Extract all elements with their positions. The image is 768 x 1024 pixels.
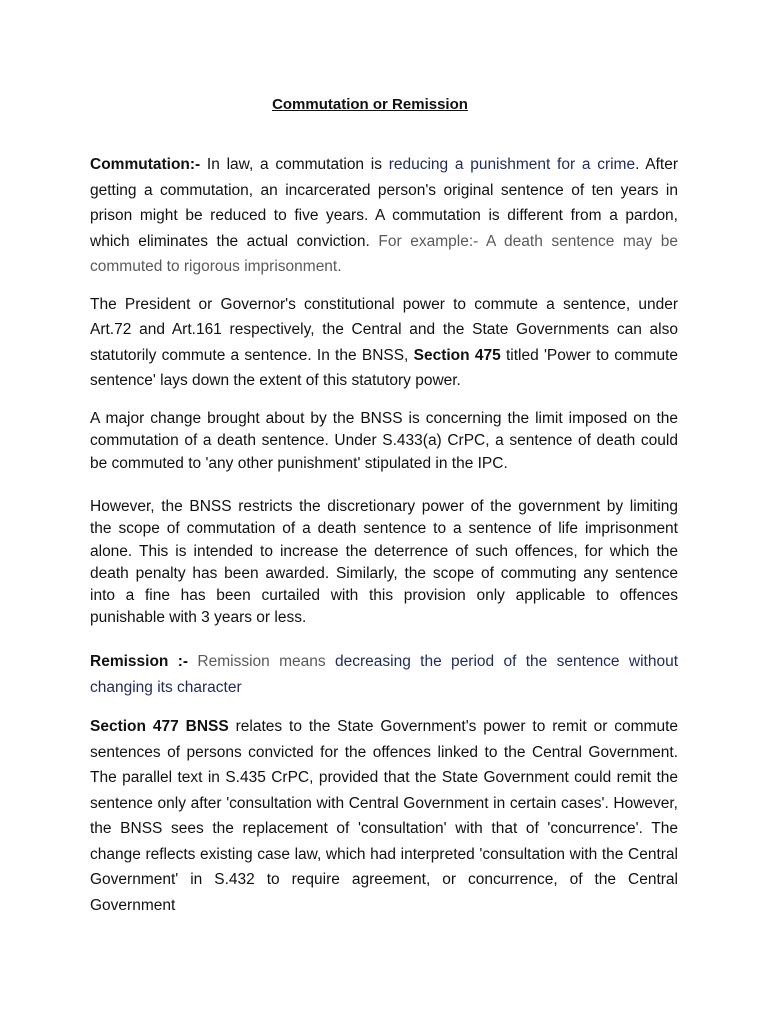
constitutional-power-text-2: titled 'Power to commute sentence' lays down the extent of this statutory power.	[90, 346, 679, 389]
constitutional-power-paragraph	[90, 292, 678, 393]
commutation-label: Commutation:-	[90, 156, 201, 173]
death-sentence-paragraph: A major change brought about by the BNSS is concerning the limit imposed on the commutation of a death sentence. Under S.433(a) CrPC, a sentence of death could be commuted to 'any other punishment' stipulated in the IPC.	[90, 410, 678, 472]
document-title: Commutation or Remission	[272, 96, 468, 113]
bnss-restriction-paragraph: However, the BNSS restricts the discretionary power of the government by limiting the scope of commutation of a death sentence to a sentence of life imprisonment alone. This is intended to increase the deterrence of such offences, for which the death penalty has been awarded. Similarly, the scope of commuting any sentence into a fine has been curtailed with this provision only applicable to offences punishable with 3 years or less.	[90, 498, 678, 627]
commutation-text-2: . After getting a commutation, an incarcerated person's original sentence of ten years in prison might be reduced to five years. A commutation is different from a pardon, which eliminates the actual conviction.	[90, 156, 678, 250]
section-475-label: Section 475	[413, 346, 501, 364]
section-477-text: relates to the State Government's power to remit or commute sentences of persons convicted for the offences linked to the Central Government. The parallel text in S.435 CrPC, provided that the State Government could remit the sentence only after 'consultation with Central Government in certain cases'. However, the BNSS sees the replacement of 'consultation' with that of 'concurrence'. The change reflects existing case law, which had interpreted 'consultation with the Central Government' in S.432 to require agreement, or concurrence, of the Central Government	[90, 718, 679, 914]
remission-definition: decreasing the period of the sentence without changing its character	[90, 653, 679, 696]
commutation-definition: reducing a punishment for a crime	[388, 156, 636, 173]
constitutional-power-text-1: The President or Governor's constitutional power to commute a sentence, under Art.72 and Art.161 respectively, the Central and the State Governments can also statutorily commute a sentence. In the BNSS,	[90, 296, 678, 364]
commutation-example: For example:- A death sentence may be commuted to rigorous imprisonment.	[90, 232, 678, 275]
section-477-label: Section 477 BNSS	[90, 718, 229, 735]
remission-paragraph	[90, 649, 678, 700]
remission-text-1: Remission means	[188, 653, 335, 670]
commutation-text-1: In law, a commutation is	[200, 156, 389, 173]
remission-label: Remission :-	[90, 653, 189, 670]
section-477-paragraph	[90, 714, 678, 918]
commutation-paragraph	[90, 152, 678, 280]
